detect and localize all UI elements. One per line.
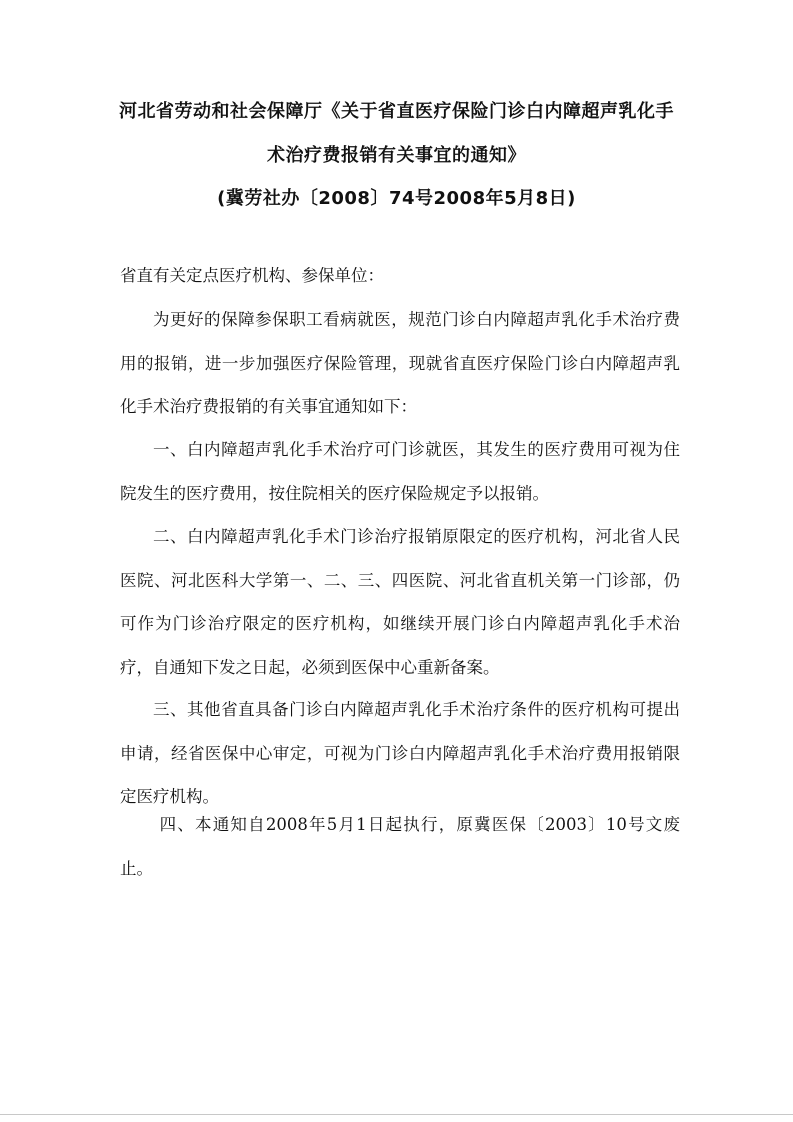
page-bottom-divider (0, 1114, 793, 1115)
clause-4: 四、本通知自2008年5月1日起执行，原冀医保〔2003〕10号文废止。 (120, 815, 680, 878)
clause-3-block (120, 688, 680, 819)
document-title-line-1: 河北省劳动和社会保障厅《关于省直医疗保险门诊白内障超声乳化手 (119, 101, 674, 122)
document-title-line-2: 术治疗费报销有关事宜的通知》 (267, 145, 526, 166)
clause-2-block (120, 515, 680, 689)
document-subtitle: (冀劳社办〔2008〕74号2008年5月8日) (217, 188, 576, 209)
salutation: 省直有关定点医疗机构、参保单位： (120, 266, 384, 285)
intro-paragraph-block (120, 298, 680, 429)
clause-4-block (120, 803, 680, 890)
clause-2: 二、白内障超声乳化手术门诊治疗报销原限定的医疗机构，河北省人民医院、河北医科大学第一、二、三、四医院、河北省直机关第一门诊部，仍可作为门诊治疗限定的医疗机构，如继续开展门诊白内障超声乳化手术治疗，自通知下发之日起，必须到医保中心重新备案。 (120, 527, 680, 677)
clause-3: 三、其他省直具备门诊白内障超声乳化手术治疗条件的医疗机构可提出申请，经省医保中心审定，可视为门诊白内障超声乳化手术治疗费用报销限定医疗机构。 (120, 700, 680, 806)
clause-1: 一、白内障超声乳化手术治疗可门诊就医，其发生的医疗费用可视为住院发生的医疗费用，按住院相关的医疗保险规定予以报销。 (120, 440, 680, 503)
intro-paragraph: 为更好的保障参保职工看病就医，规范门诊白内障超声乳化手术治疗费用的报销，进一步加强医疗保险管理，现就省直医疗保险门诊白内障超声乳化手术治疗费报销的有关事宜通知如下： (120, 310, 680, 416)
clause-1-block (120, 428, 680, 515)
